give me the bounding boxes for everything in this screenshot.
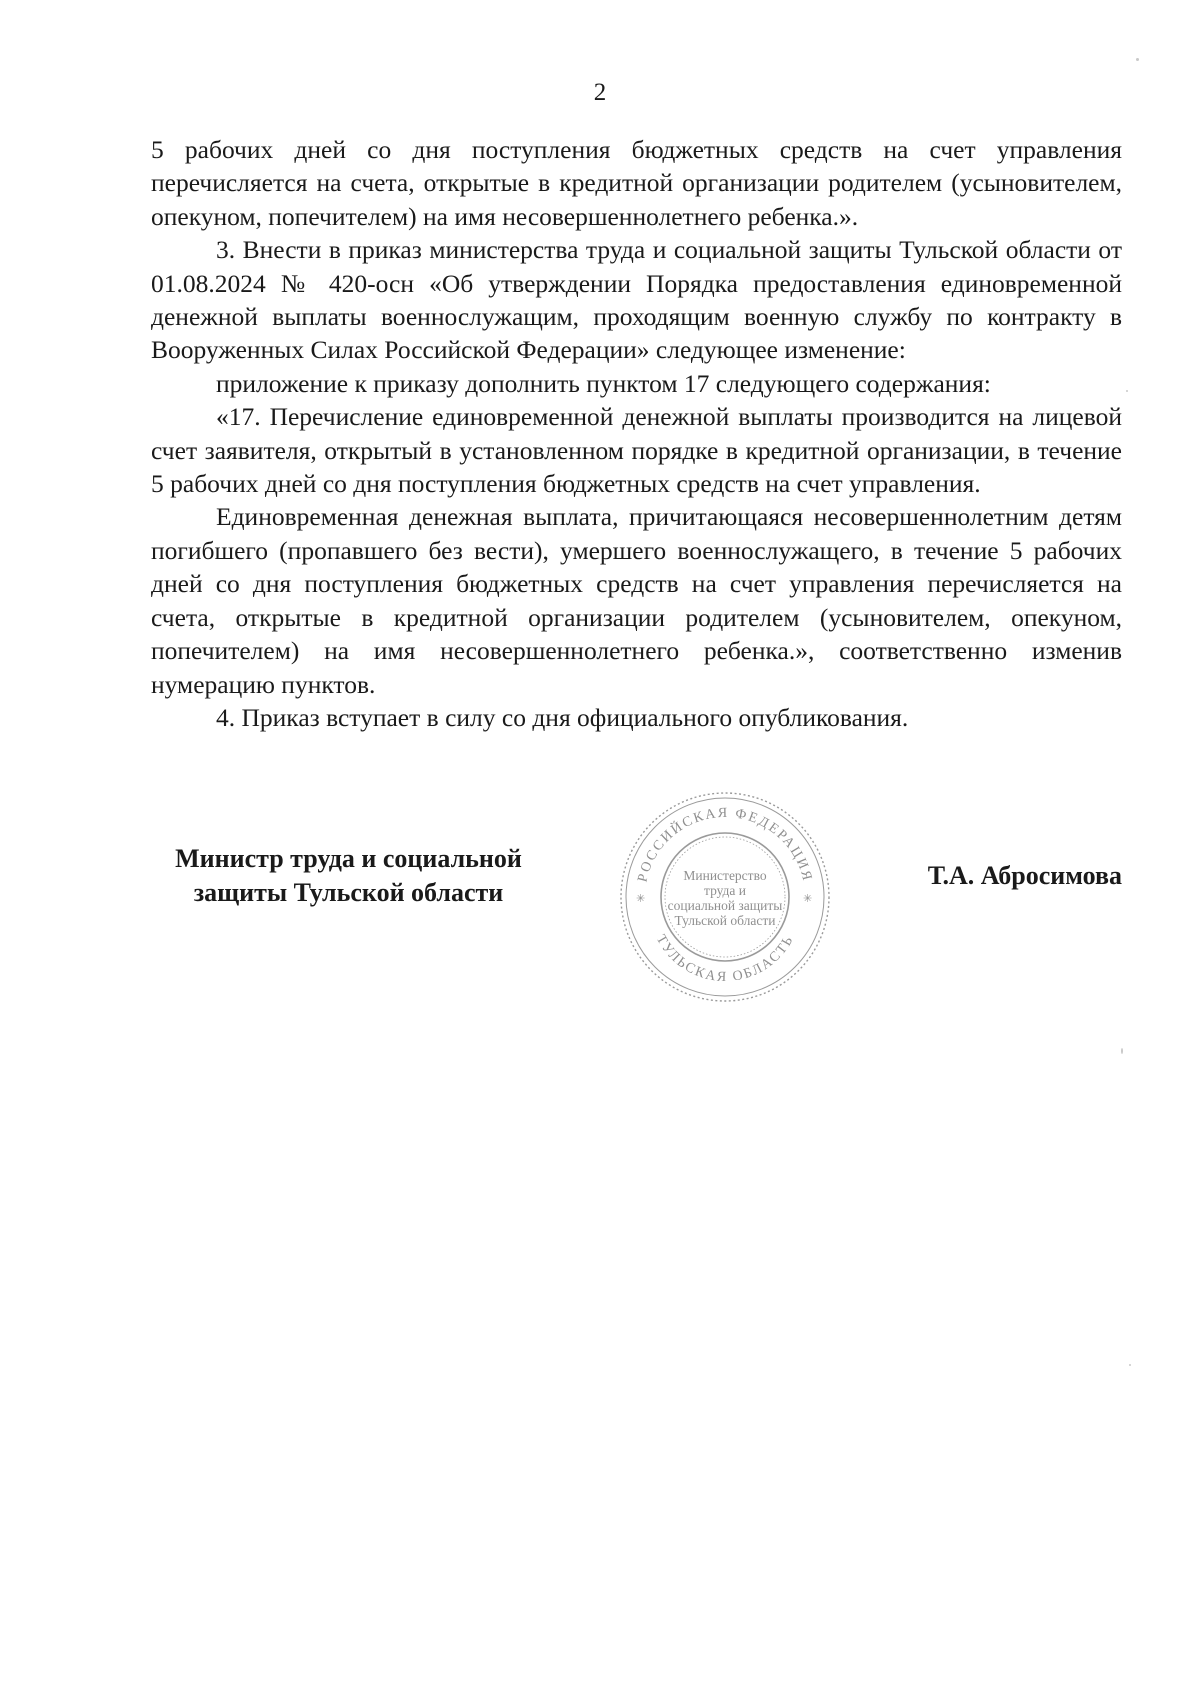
page-number: 2 <box>593 79 607 106</box>
scan-speck <box>1129 1364 1131 1366</box>
signer-title-line-1: Министр труда и социальной <box>175 844 522 873</box>
seal-star-right: ✳ <box>803 893 813 905</box>
paragraph-minor-children: Единовременная денежная выплата, причитающаяся несовершеннолетним детям погибшего (пропавшего без вести), умершего военнослужащего, в течение 5 рабочих дней со дня поступления бюджетных средств на счет управления перечисляется на счета, открытые в кредитной организации родителем (усыновителем, опекуном, попечителем) на имя несовершеннолетнего ребенка.», соответственно изменив нумерацию пунктов. <box>151 502 1122 699</box>
signer-title-line-2: защиты Тульской области <box>193 878 504 907</box>
seal-outer-text-bottom: ТУЛЬСКАЯ ОБЛАСТЬ <box>652 932 798 986</box>
seal-inner-line-2: труда и <box>704 883 746 898</box>
scan-speck <box>1126 390 1128 392</box>
seal-outer-text-top: РОССИЙСКАЯ ФЕДЕРАЦИЯ <box>635 805 815 884</box>
paragraph-point-17: «17. Перечисление единовременной денежной выплаты производится на лицевой счет заявителя, открытый в установленном порядке в кредитной организации, в течение 5 рабочих дней со дня поступления бюджетных средств на счет управления. <box>151 402 1122 499</box>
signer-name: Т.А. Абросимова <box>927 861 1122 890</box>
paragraph-amendment-intro: приложение к приказу дополнить пунктом 17 следующего содержания: <box>216 368 991 398</box>
paragraph-item-4: 4. Приказ вступает в силу со дня официального опубликования. <box>216 702 909 732</box>
signer-title <box>151 842 546 910</box>
seal-inner-line-1: Министерство <box>683 868 767 883</box>
document-body <box>151 133 1122 734</box>
paragraph-item-3: 3. Внести в приказ министерства труда и социальной защиты Тульской области от 01.08.2024 № 420-осн «Об утверждении Порядка предоставления единовременной денежной выплаты военнослужащим, проходящим военную службу по контракту в Вооруженных Силах Российской Федерации» следующее изменение: <box>151 235 1122 365</box>
official-seal <box>615 787 835 1007</box>
signature-block <box>151 805 1122 1042</box>
scan-speck <box>1136 58 1139 61</box>
seal-inner-line-3: социальной защиты <box>667 898 783 913</box>
svg-text:ТУЛЬСКАЯ ОБЛАСТЬ <box>653 933 797 986</box>
scan-speck <box>1121 1048 1123 1054</box>
paragraph-continuation: 5 рабочих дней со дня поступления бюджетных средств на счет управления перечисляется на счета, открытые в кредитной организации родителем (усыновителем, опекуном, попечителем) на имя несовершеннолетнего ребенка.». <box>151 135 1122 231</box>
seal-star-left: ✳ <box>636 893 646 905</box>
seal-inner-line-4: Тульской области <box>674 913 776 928</box>
